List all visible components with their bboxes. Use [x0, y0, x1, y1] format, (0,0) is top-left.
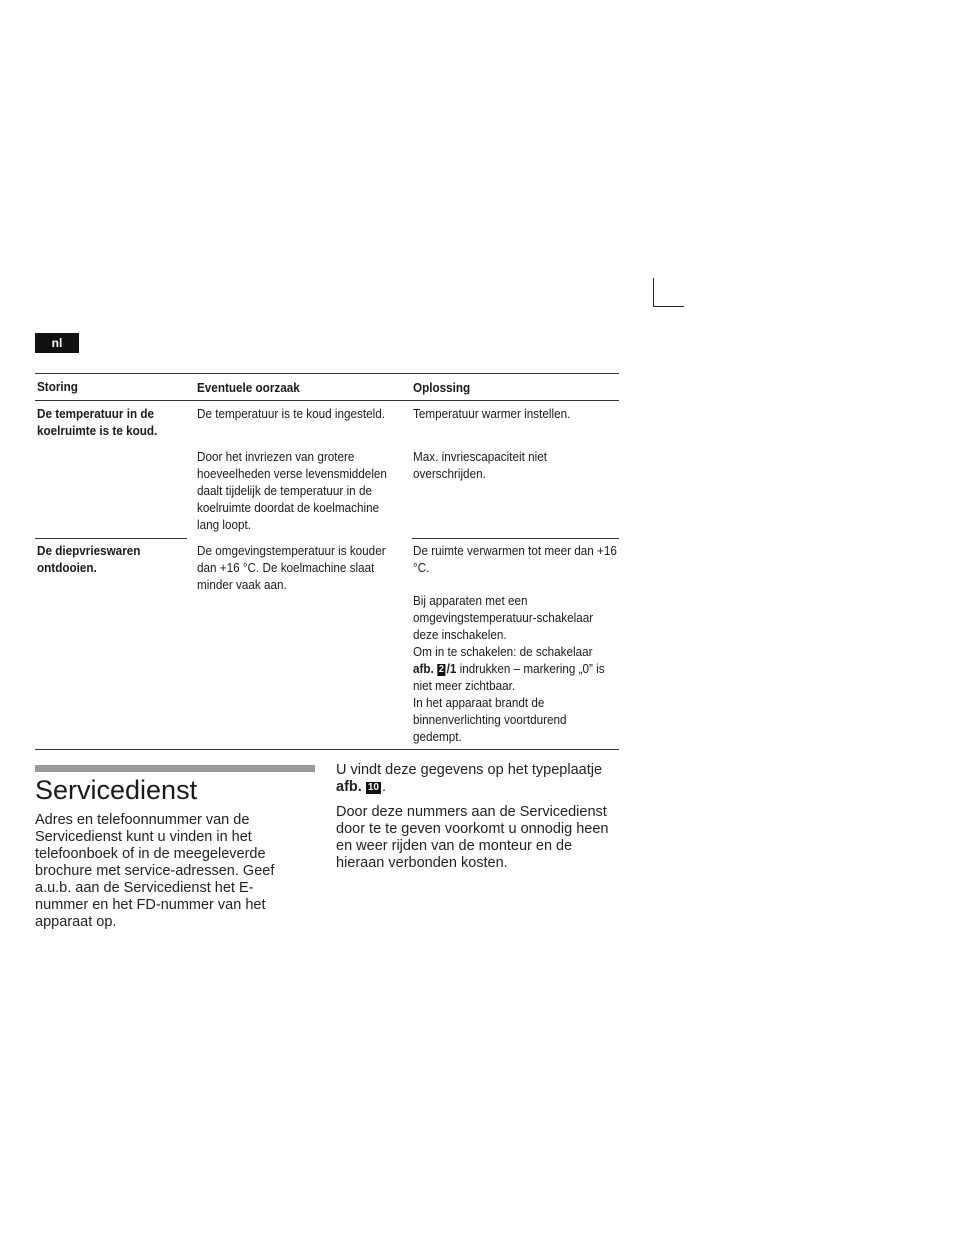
row2-solution2-part3: indrukken – markering „0” is niet meer zichtbaar.: [413, 661, 605, 693]
row2-solution2-part1: Bij apparaten met een omgevingstemperatuur-schakelaar deze inschakelen.: [413, 593, 594, 642]
figure-ref-label: afb.: [413, 661, 434, 676]
service-right-p1-text: U vindt deze gegevens op het typeplaatje: [336, 762, 603, 778]
language-badge: nl: [35, 333, 79, 353]
table-bottom-rule: [35, 749, 619, 750]
row1-cause1: De temperatuur is te koud ingesteld.: [197, 406, 385, 421]
table-top-rule: [35, 373, 619, 374]
row2-solution1: De ruimte verwarmen tot meer dan +16 °C.: [413, 543, 617, 575]
section-title: Servicedienst: [35, 775, 198, 805]
row2-solution2: [413, 592, 618, 745]
header-oplossing: Oplossing: [413, 380, 471, 395]
row1-solution1: Temperatuur warmer instellen.: [413, 406, 571, 421]
figure-ref-suffix: /1: [446, 661, 457, 676]
row1-cause2: Door het invriezen van grotere hoeveelheden verse levensmiddelen daalt tijdelijk de temperatuur in de koelruimte doordat de koelmachine lang loopt.: [197, 449, 387, 532]
service-right-paragraph-2: Door deze nummers aan de Servicedienst door te te geven voorkomt u onnodig heen en weer rijden van de monteur en de hieraan verbonden kosten.: [336, 804, 609, 871]
service-right-paragraph-1: [336, 762, 626, 796]
row2-solution2-part2: Om in te schakelen: de schakelaar: [413, 644, 593, 659]
row-divider-left: [35, 538, 187, 539]
header-oorzaak: Eventuele oorzaak: [197, 380, 300, 395]
crop-corner-mark: [653, 278, 684, 307]
row2-problem: De diepvrieswaren ontdooien.: [37, 543, 141, 575]
table-header-rule: [35, 400, 619, 401]
service-right-p1-end: .: [381, 779, 386, 795]
row2-solution2-part4: In het apparaat brandt de binnenverlichting voortdurend gedempt.: [413, 695, 567, 744]
row1-problem: De temperatuur in de koelruimte is te koud.: [37, 406, 158, 438]
row1-solution2: Max. invriescapaciteit niet overschrijden.: [413, 449, 547, 481]
row2-cause1: De omgevingstemperatuur is kouder dan +16 °C. De koelmachine slaat minder vaak aan.: [197, 543, 386, 592]
row-divider-right: [412, 538, 619, 539]
section-bar: [35, 765, 315, 772]
row2-solution2-ref-line: [413, 660, 618, 694]
service-figure-number-badge: 10: [367, 782, 379, 793]
figure-number-badge: 2: [438, 664, 444, 675]
service-left-paragraph: Adres en telefoonnummer van de Servicedienst kunt u vinden in het telefoonboek of in de meegeleverde brochure met service-adressen. Geef a.u.b. aan de Servicedienst het E-nummer en het FD-nummer van het apparaat op.: [35, 812, 275, 930]
header-storing: Storing: [37, 379, 78, 394]
service-ref-label: afb.: [336, 779, 362, 795]
